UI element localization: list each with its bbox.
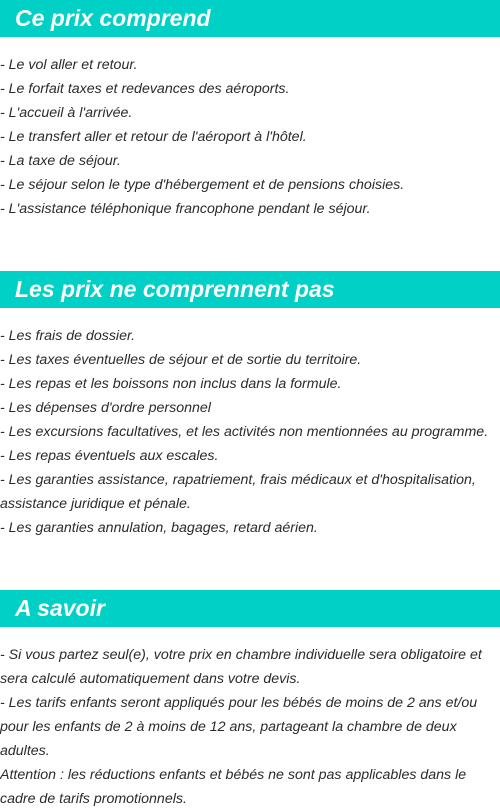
section-good-to-know bbox=[0, 590, 500, 811]
list-item: - Le transfert aller et retour de l'aéroport à l'hôtel. bbox=[0, 129, 307, 145]
section-title: A savoir bbox=[0, 590, 500, 627]
section-price-excludes bbox=[0, 271, 500, 540]
list-item: - Si vous partez seul(e), votre prix en chambre individuelle sera obligatoire et sera calculé automatiquement dans votre devis. bbox=[0, 647, 482, 687]
list-item: - Le vol aller et retour. bbox=[0, 57, 138, 73]
list-item: - Les garanties assistance, rapatriement, frais médicaux et d'hospitalisation, assistance juridique et pénale. bbox=[0, 472, 476, 512]
section-body bbox=[0, 627, 500, 811]
list-item: Attention : les réductions enfants et bébés ne sont pas applicables dans le cadre de tarifs promotionnels. bbox=[0, 767, 467, 807]
section-title: Les prix ne comprennent pas bbox=[0, 271, 500, 308]
list-item: - Les dépenses d'ordre personnel bbox=[0, 400, 211, 416]
list-item: - L'accueil à l'arrivée. bbox=[0, 105, 133, 121]
list-item: - Les tarifs enfants seront appliqués pour les bébés de moins de 2 ans et/ou pour les enfants de 2 à moins de 12 ans, partageant la chambre de deux adultes. bbox=[0, 695, 478, 759]
list-item: - Le séjour selon le type d'hébergement et de pensions choisies. bbox=[0, 177, 405, 193]
list-item: - L'assistance téléphonique francophone pendant le séjour. bbox=[0, 201, 371, 217]
list-item: - Le forfait taxes et redevances des aéroports. bbox=[0, 81, 290, 97]
section-body bbox=[0, 37, 500, 221]
list-item: - Les repas et les boissons non inclus dans la formule. bbox=[0, 376, 342, 392]
section-body bbox=[0, 308, 500, 540]
list-item: - Les garanties annulation, bagages, retard aérien. bbox=[0, 520, 318, 536]
list-item: - Les frais de dossier. bbox=[0, 328, 136, 344]
list-item: - Les taxes éventuelles de séjour et de sortie du territoire. bbox=[0, 352, 362, 368]
list-item: - La taxe de séjour. bbox=[0, 153, 121, 169]
list-item: - Les repas éventuels aux escales. bbox=[0, 448, 219, 464]
list-item: - Les excursions facultatives, et les activités non mentionnées au programme. bbox=[0, 424, 489, 440]
section-price-includes bbox=[0, 0, 500, 221]
section-title: Ce prix comprend bbox=[0, 0, 500, 37]
